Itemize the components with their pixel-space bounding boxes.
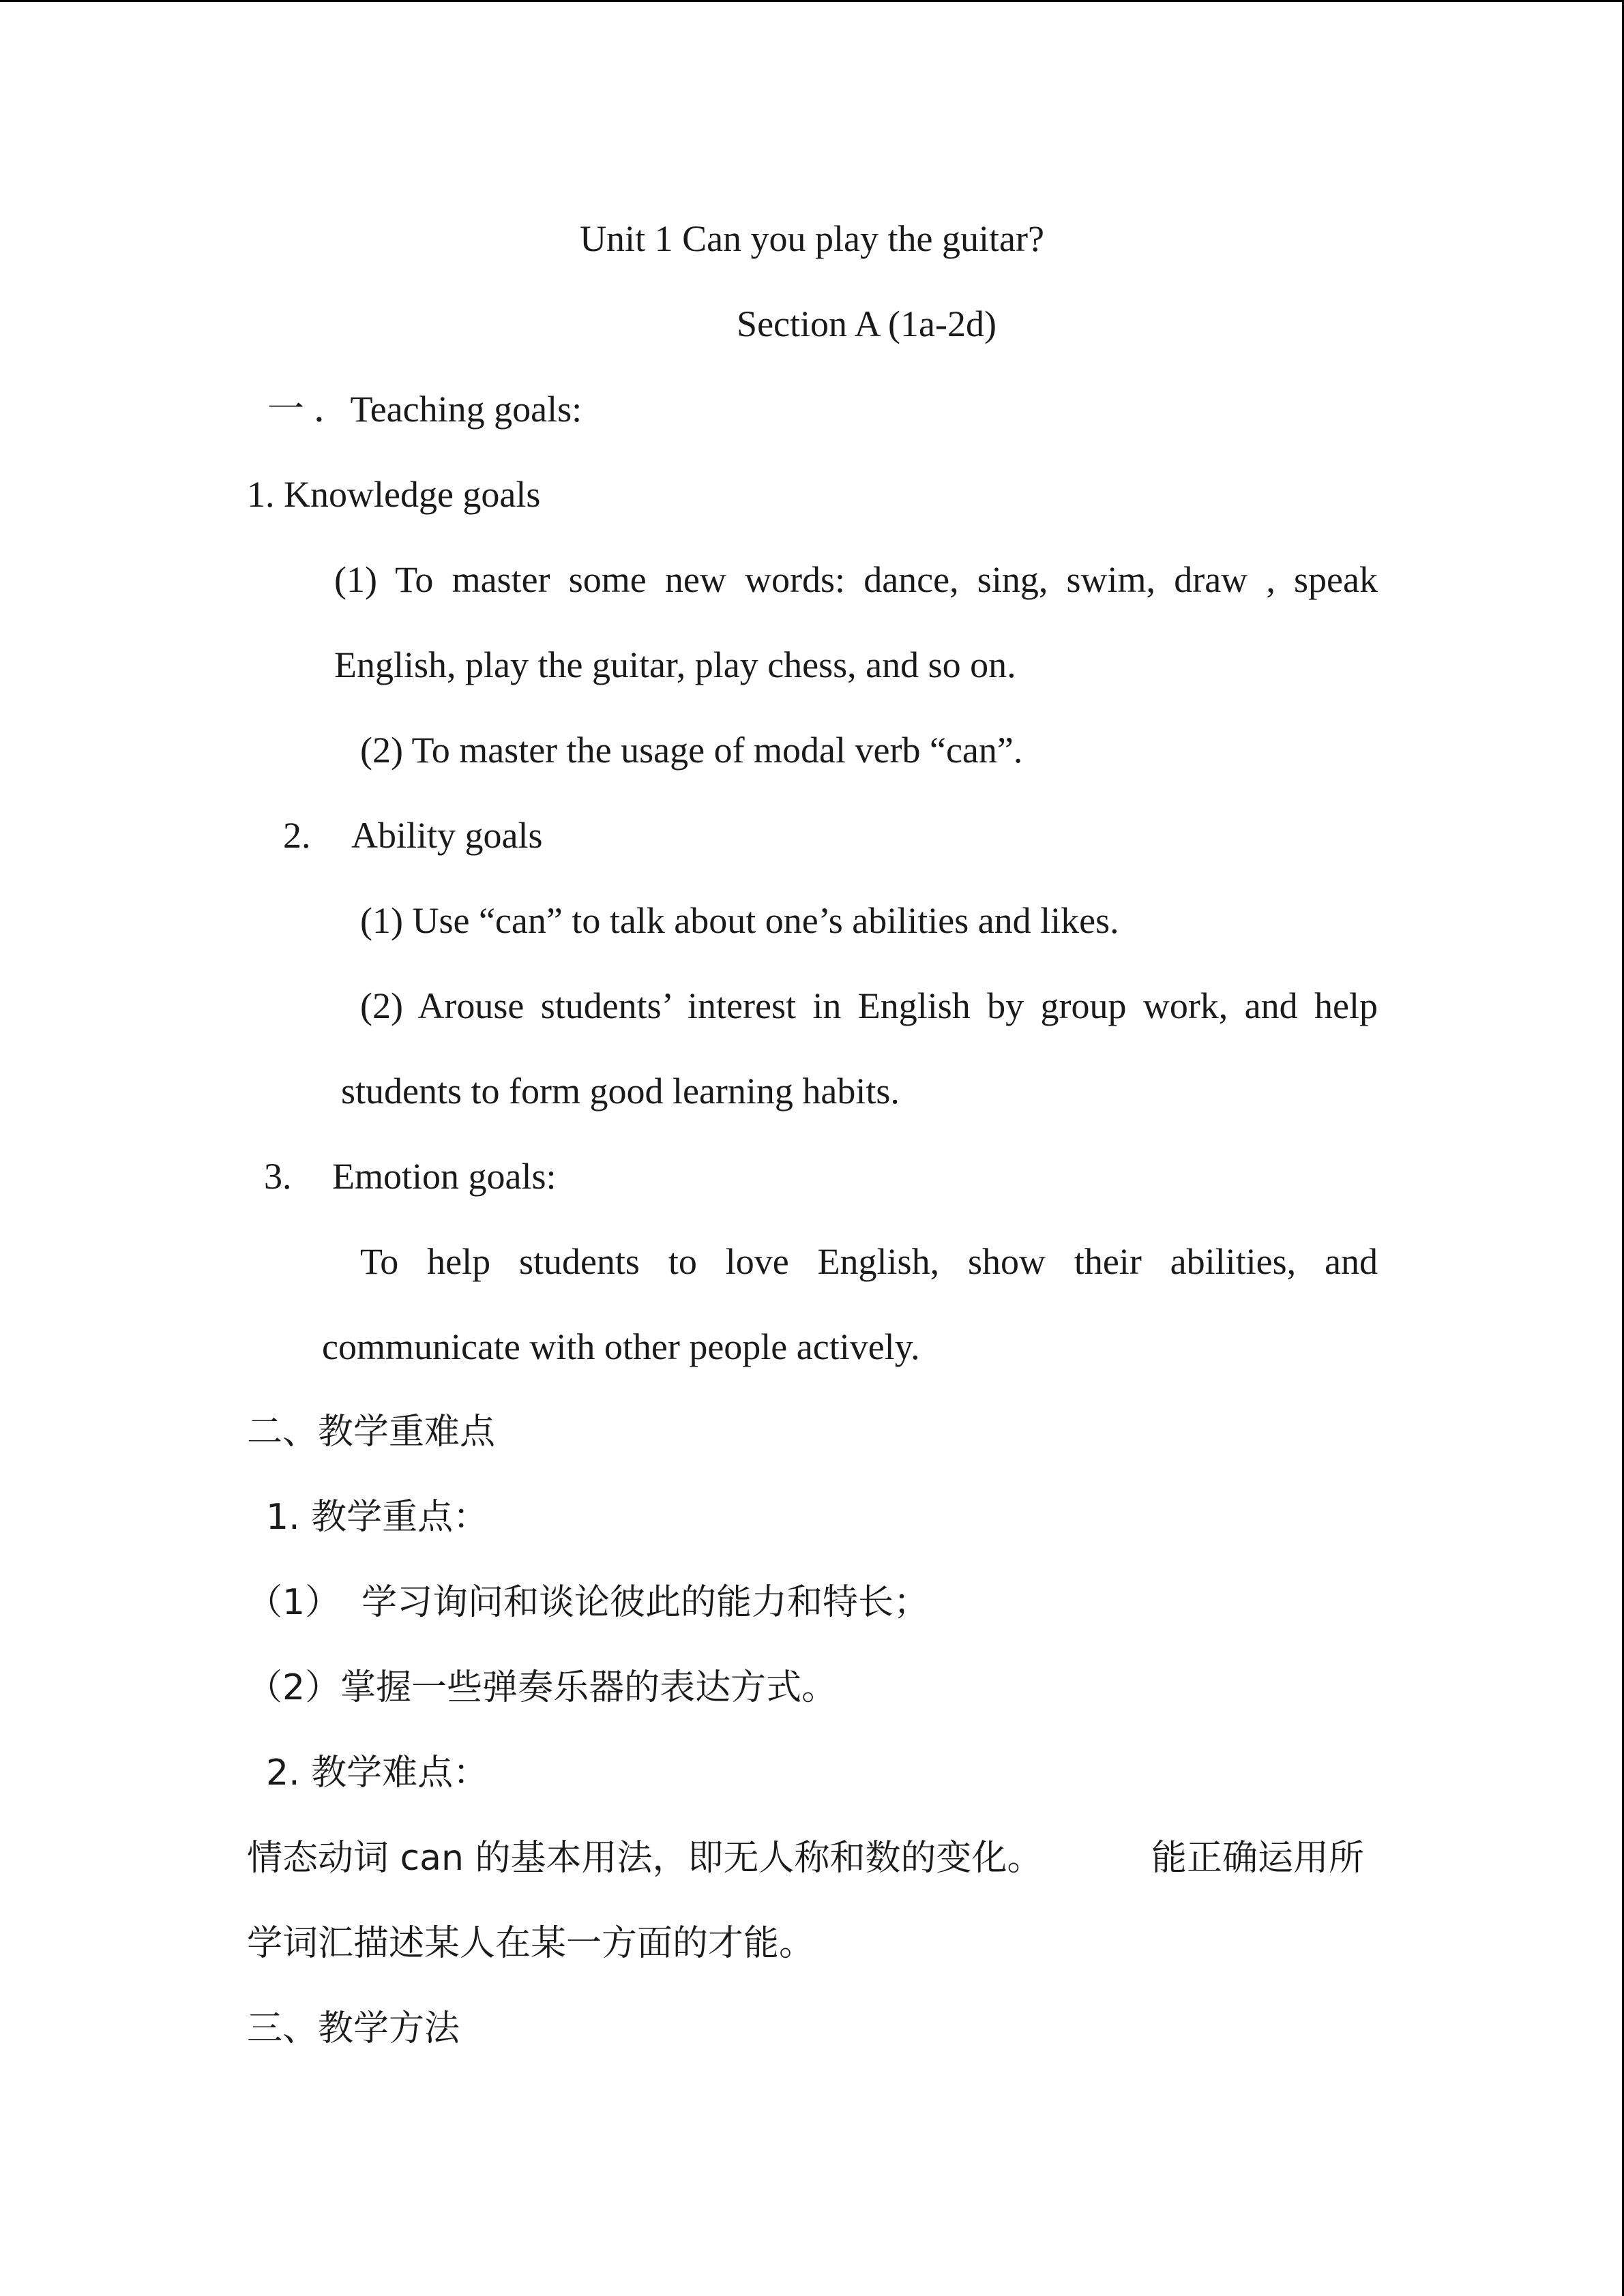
difficult-points-heading: 2. 教学难点： <box>266 1753 489 1793</box>
section-1-heading: 一 ．Teaching goals: <box>267 389 582 430</box>
emotion-line-2: communicate with other people actively. <box>322 1326 920 1367</box>
document-title: Unit 1 Can you play the guitar? <box>580 218 1044 259</box>
ability-item-1: (1) Use “can” to talk about one’s abilities and likes. <box>360 900 1119 941</box>
ability-goals-number: 2. <box>283 815 311 856</box>
document-subtitle: Section A (1a-2d) <box>737 303 996 344</box>
section-2-heading: 二、教学重难点 <box>247 1412 496 1452</box>
ability-item-2-line-2: students to form good learning habits. <box>341 1071 900 1112</box>
knowledge-goals-heading: 1. Knowledge goals <box>247 474 541 515</box>
key-point-2: （2）掌握一些弹奏乐器的表达方式。 <box>247 1667 838 1708</box>
ability-goals-heading: Ability goals <box>351 815 543 856</box>
emotion-line-1: To help students to love English, show their abilities, and <box>360 1241 1378 1282</box>
page-top-border <box>0 0 1624 2</box>
emotion-goals-heading: Emotion goals: <box>332 1156 557 1197</box>
key-point-1-text: 学习询问和谈论彼此的能力和特长； <box>361 1582 930 1623</box>
difficult-point-line-1-part-1: 情态动词 can 的基本用法，即无人称和数的变化。 <box>247 1838 1043 1879</box>
emotion-goals-number: 3. <box>264 1156 292 1197</box>
section-3-heading: 三、教学方法 <box>247 2008 460 2049</box>
knowledge-item-1-line-1: (1) To master some new words: dance, sing, swim, draw , speak <box>334 559 1378 600</box>
ability-item-2-line-1: (2) Arouse students’ interest in English by group work, and help <box>360 985 1378 1026</box>
knowledge-item-1-line-2: English, play the guitar, play chess, and so on. <box>334 644 1016 685</box>
knowledge-item-2: (2) To master the usage of modal verb “can”. <box>360 730 1023 771</box>
difficult-point-line-1-part-2: 能正确运用所 <box>1151 1838 1365 1879</box>
key-point-1-number: （1） <box>247 1582 341 1623</box>
difficult-point-line-2: 学词汇描述某人在某一方面的才能。 <box>247 1923 815 1964</box>
key-points-heading: 1. 教学重点： <box>266 1497 489 1538</box>
